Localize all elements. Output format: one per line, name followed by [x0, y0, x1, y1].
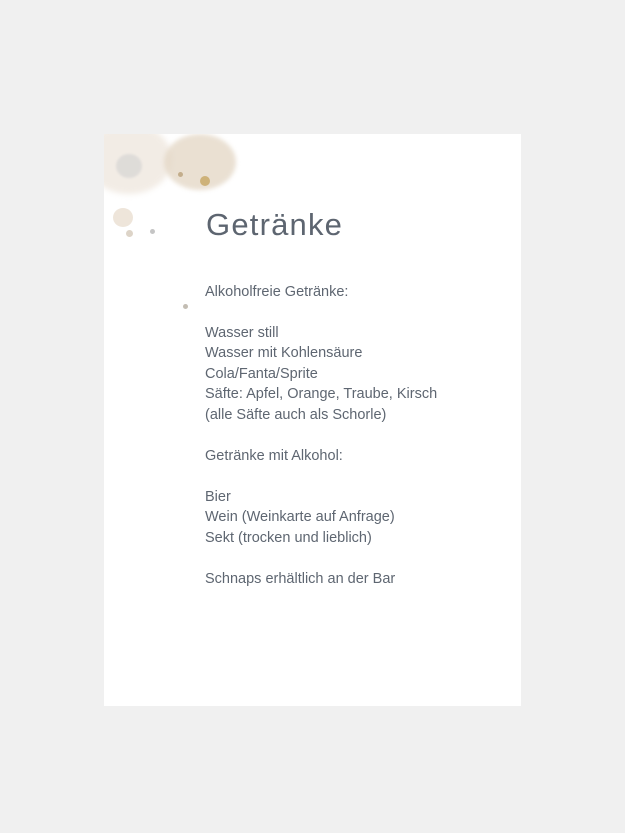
list-item: Wasser still [205, 324, 279, 341]
list-item: Säfte: Apfel, Orange, Traube, Kirsch [205, 386, 438, 402]
menu-card [104, 134, 521, 706]
list-item: Cola/Fanta/Sprite [205, 365, 318, 382]
list-item: Wasser mit Kohlensäure [205, 345, 363, 361]
drink-list-alcoholic [205, 487, 505, 549]
list-item: (alle Säfte auch als Schorle) [205, 406, 387, 423]
list-item: Wein (Weinkarte auf Anfrage) [205, 509, 395, 525]
list-item: Sekt (trocken und lieblich) [205, 529, 372, 546]
footnote-text: Schnaps erhältlich an der Bar [205, 571, 396, 587]
drink-list-nonalcoholic [205, 323, 505, 426]
section-heading-alcoholic: Getränke mit Alkohol: [205, 448, 343, 464]
page-title: Getränke [206, 207, 344, 242]
menu-content [104, 134, 521, 706]
list-item: Bier [205, 488, 231, 505]
menu-body [205, 282, 505, 590]
section-heading-nonalcoholic: Alkoholfreie Getränke: [205, 284, 349, 300]
